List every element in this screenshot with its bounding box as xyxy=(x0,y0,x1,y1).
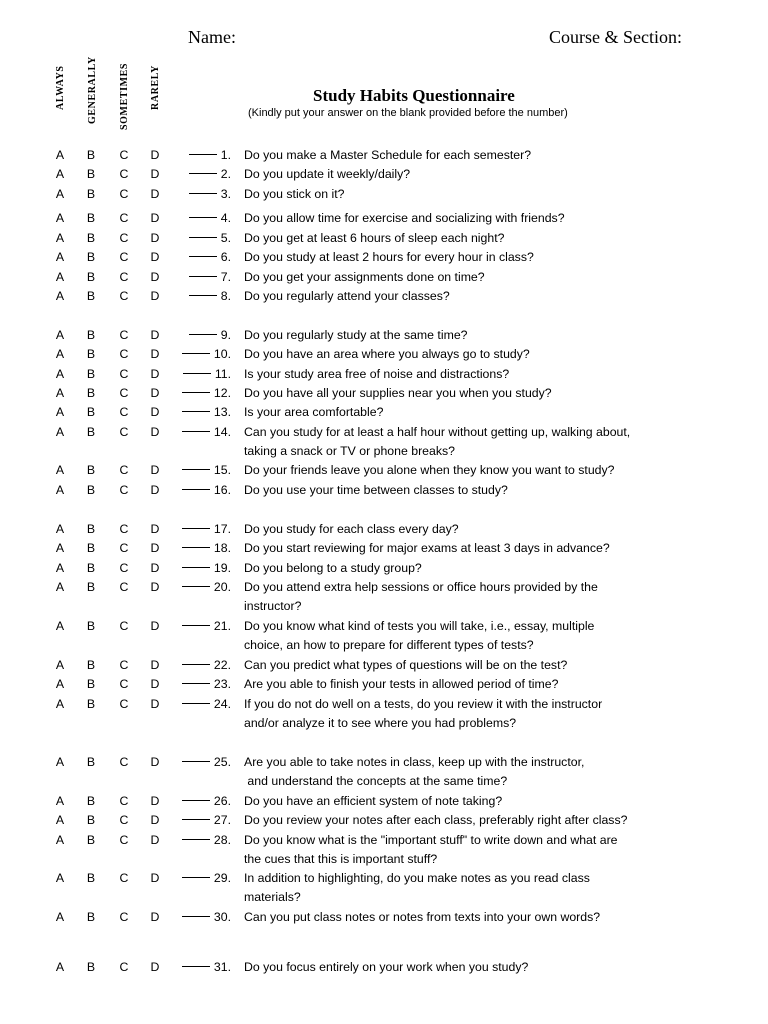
question-row xyxy=(0,229,768,248)
option-d[interactable]: D xyxy=(150,148,160,162)
question-number: 12. xyxy=(213,386,231,400)
option-d[interactable]: D xyxy=(150,367,160,381)
name-label: Name: xyxy=(188,27,236,47)
option-a[interactable]: A xyxy=(55,347,65,361)
scale-always: ALWAYS xyxy=(55,65,66,110)
question-row xyxy=(0,792,768,811)
question-text: Do you focus entirely on your work when you study? xyxy=(244,960,529,974)
option-d[interactable]: D xyxy=(150,289,160,303)
answer-blank[interactable] xyxy=(171,539,231,558)
answer-blank[interactable] xyxy=(171,792,231,811)
answer-blank[interactable] xyxy=(171,384,231,403)
option-a[interactable]: A xyxy=(55,580,65,594)
option-b[interactable]: B xyxy=(86,541,96,555)
question-number: 1. xyxy=(220,148,231,162)
option-c[interactable]: C xyxy=(119,167,129,181)
scale-rarely: RARELY xyxy=(150,65,161,110)
option-b[interactable]: B xyxy=(86,328,96,342)
question-number: 25. xyxy=(213,755,231,769)
question-row xyxy=(0,209,768,228)
option-d[interactable]: D xyxy=(150,833,160,847)
option-c[interactable]: C xyxy=(119,425,129,439)
answer-blank[interactable] xyxy=(171,656,231,675)
option-b[interactable]: B xyxy=(86,960,96,974)
option-a[interactable]: A xyxy=(55,463,65,477)
option-c[interactable]: C xyxy=(119,270,129,284)
answer-blank[interactable] xyxy=(171,287,231,306)
option-c[interactable]: C xyxy=(119,677,129,691)
answer-blank[interactable] xyxy=(171,326,231,345)
option-d[interactable]: D xyxy=(150,755,160,769)
option-d[interactable]: D xyxy=(150,658,160,672)
question-text: and/or analyze it to see where you had problems? xyxy=(244,716,517,731)
option-a[interactable]: A xyxy=(55,697,65,711)
question-text: and understand the concepts at the same time? xyxy=(244,774,508,789)
option-c[interactable]: C xyxy=(119,833,129,847)
answer-blank[interactable] xyxy=(171,165,231,184)
option-b[interactable]: B xyxy=(86,833,96,847)
option-b[interactable]: B xyxy=(86,619,96,633)
option-d[interactable]: D xyxy=(150,167,160,181)
question-row xyxy=(0,248,768,267)
question-text: Do you start reviewing for major exams at least 3 days in advance? xyxy=(244,541,610,555)
option-b[interactable]: B xyxy=(86,270,96,284)
option-c[interactable]: C xyxy=(119,561,129,575)
option-c[interactable]: C xyxy=(119,231,129,245)
question-text: Do you make a Master Schedule for each semester? xyxy=(244,148,532,162)
question-number: 21. xyxy=(213,619,231,633)
answer-blank[interactable] xyxy=(171,403,231,422)
question-row xyxy=(0,365,768,384)
question-number: 9. xyxy=(220,328,231,342)
question-row xyxy=(0,146,768,165)
option-d[interactable]: D xyxy=(150,619,160,633)
question-number: 11. xyxy=(214,367,231,381)
option-b[interactable]: B xyxy=(86,522,96,536)
answer-blank[interactable] xyxy=(171,578,231,597)
option-c[interactable]: C xyxy=(119,347,129,361)
question-row xyxy=(0,185,768,204)
option-a[interactable]: A xyxy=(55,187,65,201)
question-number: 2. xyxy=(220,167,231,181)
question-text: Are you able to finish your tests in allowed period of time? xyxy=(244,677,559,691)
option-a[interactable]: A xyxy=(55,794,65,808)
question-text: If you do not do well on a tests, do you review it with the instructor xyxy=(244,697,603,711)
option-c[interactable]: C xyxy=(119,960,129,974)
answer-blank[interactable] xyxy=(171,229,231,248)
option-a[interactable]: A xyxy=(55,561,65,575)
option-d[interactable]: D xyxy=(150,187,160,201)
option-b[interactable]: B xyxy=(86,211,96,225)
question-row xyxy=(0,520,768,539)
question-row xyxy=(0,345,768,364)
question-text: Do you get at least 6 hours of sleep each night? xyxy=(244,231,505,245)
option-a[interactable]: A xyxy=(55,960,65,974)
question-number: 19. xyxy=(213,561,231,575)
question-row xyxy=(0,287,768,306)
option-d[interactable]: D xyxy=(150,347,160,361)
question-row xyxy=(0,656,768,675)
option-a[interactable]: A xyxy=(55,328,65,342)
option-c[interactable]: C xyxy=(119,289,129,303)
question-number: 29. xyxy=(213,871,231,885)
question-number: 7. xyxy=(220,270,231,284)
answer-blank[interactable] xyxy=(171,209,231,228)
question-row xyxy=(0,753,768,789)
option-b[interactable]: B xyxy=(86,483,96,497)
option-b[interactable]: B xyxy=(86,871,96,885)
option-d[interactable]: D xyxy=(150,561,160,575)
option-d[interactable]: D xyxy=(150,425,160,439)
option-a[interactable]: A xyxy=(55,405,65,419)
option-c[interactable]: C xyxy=(119,367,129,381)
question-number: 18. xyxy=(213,541,231,555)
option-b[interactable]: B xyxy=(86,677,96,691)
question-row xyxy=(0,831,768,867)
question-row xyxy=(0,403,768,422)
option-a[interactable]: A xyxy=(55,522,65,536)
option-c[interactable]: C xyxy=(119,483,129,497)
question-number: 8. xyxy=(220,289,231,303)
question-text: Do you know what kind of tests you will take, i.e., essay, multiple xyxy=(244,619,595,633)
option-d[interactable]: D xyxy=(150,794,160,808)
option-c[interactable]: C xyxy=(119,541,129,555)
option-a[interactable]: A xyxy=(55,833,65,847)
question-text: Is your area comfortable? xyxy=(244,405,384,419)
answer-blank[interactable] xyxy=(171,831,231,850)
question-text: Do you study at least 2 hours for every hour in class? xyxy=(244,250,534,264)
answer-blank[interactable] xyxy=(171,617,231,636)
question-text: Do you have an efficient system of note taking? xyxy=(244,794,503,808)
question-text: Do you allow time for exercise and socializing with friends? xyxy=(244,211,565,225)
question-number: 3. xyxy=(220,187,231,201)
question-row xyxy=(0,811,768,830)
option-d[interactable]: D xyxy=(150,483,160,497)
option-b[interactable]: B xyxy=(86,386,96,400)
option-b[interactable]: B xyxy=(86,755,96,769)
question-row xyxy=(0,481,768,500)
answer-blank[interactable] xyxy=(171,675,231,694)
option-c[interactable]: C xyxy=(119,813,129,827)
question-text: Do you get your assignments done on time? xyxy=(244,270,485,284)
answer-blank[interactable] xyxy=(171,268,231,287)
option-c[interactable]: C xyxy=(119,187,129,201)
question-row xyxy=(0,539,768,558)
question-text: the cues that this is important stuff? xyxy=(244,852,438,867)
option-d[interactable]: D xyxy=(150,697,160,711)
option-c[interactable]: C xyxy=(119,328,129,342)
question-text: materials? xyxy=(244,890,301,905)
question-number: 22. xyxy=(213,658,231,672)
option-b[interactable]: B xyxy=(86,697,96,711)
answer-blank[interactable] xyxy=(171,146,231,165)
answer-blank[interactable] xyxy=(171,695,231,714)
answer-blank[interactable] xyxy=(171,908,231,927)
answer-blank[interactable] xyxy=(171,958,231,977)
option-a[interactable]: A xyxy=(55,367,65,381)
option-c[interactable]: C xyxy=(119,148,129,162)
option-b[interactable]: B xyxy=(86,658,96,672)
question-row xyxy=(0,461,768,480)
question-text: Do you have all your supplies near you when you study? xyxy=(244,386,552,400)
scale-generally: GENERALLY xyxy=(87,56,98,124)
question-row xyxy=(0,675,768,694)
question-number: 15. xyxy=(213,463,231,477)
option-b[interactable]: B xyxy=(86,148,96,162)
option-a[interactable]: A xyxy=(55,541,65,555)
question-number: 13. xyxy=(213,405,231,419)
option-a[interactable]: A xyxy=(55,270,65,284)
option-b[interactable]: B xyxy=(86,231,96,245)
option-c[interactable]: C xyxy=(119,522,129,536)
option-a[interactable]: A xyxy=(55,619,65,633)
option-a[interactable]: A xyxy=(55,910,65,924)
question-text: Can you predict what types of questions will be on the test? xyxy=(244,658,568,672)
option-a[interactable]: A xyxy=(55,211,65,225)
option-b[interactable]: B xyxy=(86,289,96,303)
option-c[interactable]: C xyxy=(119,910,129,924)
answer-blank[interactable] xyxy=(171,481,231,500)
question-text: choice, an how to prepare for different types of tests? xyxy=(244,638,534,653)
question-row xyxy=(0,869,768,905)
option-a[interactable]: A xyxy=(55,289,65,303)
answer-blank[interactable] xyxy=(171,248,231,267)
question-number: 24. xyxy=(213,697,231,711)
answer-blank[interactable] xyxy=(171,811,231,830)
option-b[interactable]: B xyxy=(86,463,96,477)
answer-blank[interactable] xyxy=(171,345,231,364)
question-row xyxy=(0,578,768,614)
option-c[interactable]: C xyxy=(119,211,129,225)
option-c[interactable]: C xyxy=(119,405,129,419)
option-a[interactable]: A xyxy=(55,167,65,181)
option-d[interactable]: D xyxy=(150,960,160,974)
option-b[interactable]: B xyxy=(86,580,96,594)
option-d[interactable]: D xyxy=(150,522,160,536)
option-b[interactable]: B xyxy=(86,794,96,808)
option-a[interactable]: A xyxy=(55,871,65,885)
option-d[interactable]: D xyxy=(150,211,160,225)
option-a[interactable]: A xyxy=(55,231,65,245)
answer-blank[interactable] xyxy=(171,365,231,384)
question-text: Do you update it weekly/daily? xyxy=(244,167,411,181)
option-b[interactable]: B xyxy=(86,347,96,361)
option-d[interactable]: D xyxy=(150,677,160,691)
question-row xyxy=(0,617,768,653)
question-row xyxy=(0,695,768,731)
option-a[interactable]: A xyxy=(55,148,65,162)
option-d[interactable]: D xyxy=(150,386,160,400)
question-row xyxy=(0,326,768,345)
question-text: Do you stick on it? xyxy=(244,187,345,201)
answer-blank[interactable] xyxy=(171,520,231,539)
answer-blank[interactable] xyxy=(171,559,231,578)
option-b[interactable]: B xyxy=(86,250,96,264)
question-row xyxy=(0,268,768,287)
page-title: Study Habits Questionnaire xyxy=(313,86,515,105)
option-d[interactable]: D xyxy=(150,910,160,924)
question-number: 10. xyxy=(213,347,231,361)
option-d[interactable]: D xyxy=(150,405,160,419)
question-text: taking a snack or TV or phone breaks? xyxy=(244,444,455,459)
option-d[interactable]: D xyxy=(150,231,160,245)
question-row xyxy=(0,384,768,403)
option-b[interactable]: B xyxy=(86,561,96,575)
question-number: 4. xyxy=(220,211,231,225)
option-c[interactable]: C xyxy=(119,386,129,400)
question-text: Can you put class notes or notes from texts into your own words? xyxy=(244,910,601,924)
option-c[interactable]: C xyxy=(119,580,129,594)
option-b[interactable]: B xyxy=(86,813,96,827)
option-d[interactable]: D xyxy=(150,871,160,885)
question-text: Are you able to take notes in class, keep up with the instructor, xyxy=(244,755,585,769)
page-subtitle: (Kindly put your answer on the blank provided before the number) xyxy=(248,107,568,119)
question-text: Do your friends leave you alone when they know you want to study? xyxy=(244,463,615,477)
question-text: Do you regularly attend your classes? xyxy=(244,289,450,303)
question-text: Do you review your notes after each class, preferably right after class? xyxy=(244,813,628,827)
question-row xyxy=(0,559,768,578)
option-a[interactable]: A xyxy=(55,677,65,691)
option-b[interactable]: B xyxy=(86,367,96,381)
question-text: Do you have an area where you always go to study? xyxy=(244,347,530,361)
question-row xyxy=(0,165,768,184)
option-a[interactable]: A xyxy=(55,813,65,827)
question-row xyxy=(0,958,768,977)
question-text: Do you know what is the "important stuff" to write down and what are xyxy=(244,833,618,847)
option-d[interactable]: D xyxy=(150,250,160,264)
question-number: 5. xyxy=(220,231,231,245)
option-c[interactable]: C xyxy=(119,794,129,808)
option-d[interactable]: D xyxy=(150,270,160,284)
question-text: In addition to highlighting, do you make notes as you read class xyxy=(244,871,590,885)
question-number: 23. xyxy=(213,677,231,691)
question-text: Do you belong to a study group? xyxy=(244,561,422,575)
answer-blank[interactable] xyxy=(171,423,231,442)
question-number: 20. xyxy=(213,580,231,594)
question-number: 6. xyxy=(220,250,231,264)
question-row xyxy=(0,908,768,927)
option-c[interactable]: C xyxy=(119,697,129,711)
question-text: Can you study for at least a half hour without getting up, walking about, xyxy=(244,425,631,439)
option-a[interactable]: A xyxy=(55,483,65,497)
option-d[interactable]: D xyxy=(150,580,160,594)
question-text: Do you study for each class every day? xyxy=(244,522,459,536)
option-a[interactable]: A xyxy=(55,386,65,400)
option-a[interactable]: A xyxy=(55,658,65,672)
question-number: 17. xyxy=(213,522,231,536)
question-number: 30. xyxy=(213,910,231,924)
option-a[interactable]: A xyxy=(55,425,65,439)
option-b[interactable]: B xyxy=(86,187,96,201)
option-d[interactable]: D xyxy=(150,541,160,555)
course-section-label: Course & Section: xyxy=(549,27,682,47)
option-d[interactable]: D xyxy=(150,463,160,477)
question-number: 28. xyxy=(213,833,231,847)
option-c[interactable]: C xyxy=(119,463,129,477)
question-text: Do you regularly study at the same time? xyxy=(244,328,468,342)
answer-blank[interactable] xyxy=(171,869,231,888)
option-b[interactable]: B xyxy=(86,405,96,419)
answer-blank[interactable] xyxy=(171,753,231,772)
answer-blank[interactable] xyxy=(171,461,231,480)
question-number: 31. xyxy=(213,960,231,974)
question-number: 27. xyxy=(213,813,231,827)
question-row xyxy=(0,423,768,459)
option-c[interactable]: C xyxy=(119,871,129,885)
option-c[interactable]: C xyxy=(119,619,129,633)
option-c[interactable]: C xyxy=(119,755,129,769)
option-b[interactable]: B xyxy=(86,425,96,439)
question-text: Is your study area free of noise and distractions? xyxy=(244,367,510,381)
question-number: 16. xyxy=(213,483,231,497)
option-b[interactable]: B xyxy=(86,167,96,181)
question-number: 14. xyxy=(213,425,231,439)
question-text: Do you attend extra help sessions or office hours provided by the xyxy=(244,580,598,594)
option-c[interactable]: C xyxy=(119,658,129,672)
scale-sometimes: SOMETIMES xyxy=(119,62,130,130)
option-c[interactable]: C xyxy=(119,250,129,264)
option-d[interactable]: D xyxy=(150,328,160,342)
question-text: Do you use your time between classes to study? xyxy=(244,483,508,497)
option-a[interactable]: A xyxy=(55,250,65,264)
question-number: 26. xyxy=(213,794,231,808)
question-text: instructor? xyxy=(244,599,302,614)
option-b[interactable]: B xyxy=(86,910,96,924)
option-d[interactable]: D xyxy=(150,813,160,827)
option-a[interactable]: A xyxy=(55,755,65,769)
answer-blank[interactable] xyxy=(171,185,231,204)
